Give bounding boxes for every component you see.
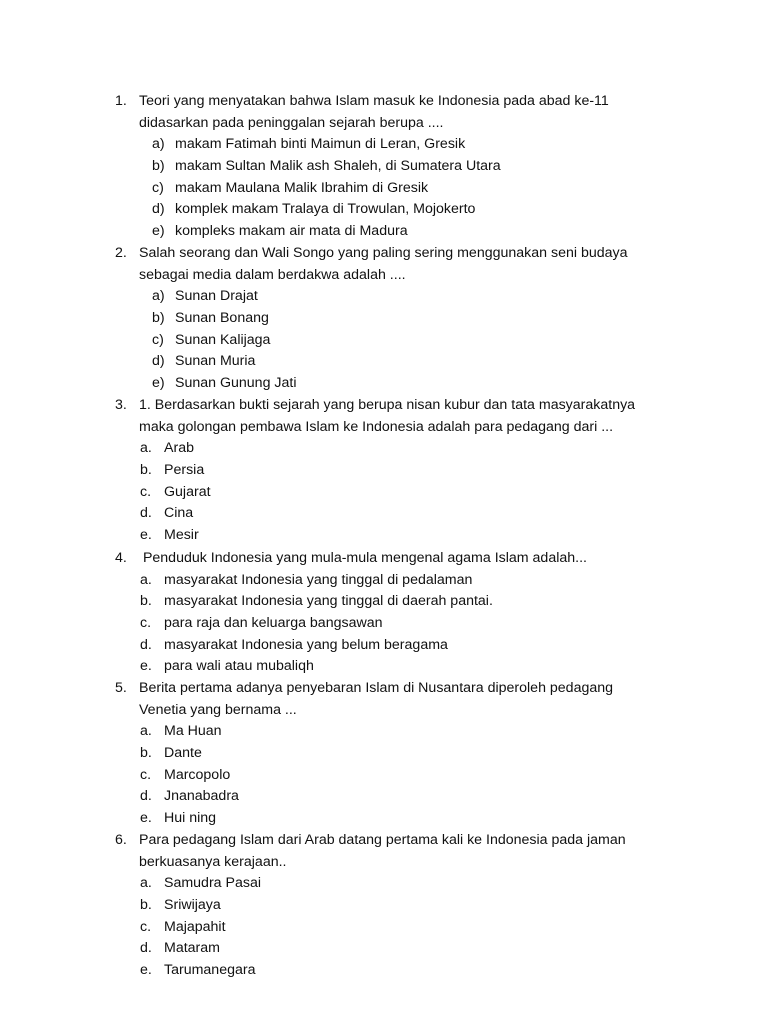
- option-text: Marcopolo: [164, 766, 231, 783]
- answer-option: [0, 960, 768, 982]
- question-line: [0, 700, 768, 722]
- option-label: e.: [140, 810, 152, 827]
- answer-option: [0, 786, 768, 808]
- question-line: [0, 548, 768, 570]
- question-text: Salah seorang dan Wali Songo yang paling sering menggunakan seni budaya: [139, 245, 628, 261]
- option-label: a): [152, 136, 165, 153]
- answer-option: [0, 656, 768, 678]
- answer-option: [0, 570, 768, 592]
- option-text: Sunan Kalijaga: [175, 331, 271, 348]
- question-number: 1.: [115, 93, 127, 109]
- option-label: a.: [140, 875, 152, 892]
- answer-option: [0, 178, 768, 200]
- answer-option: [0, 613, 768, 635]
- question-number: 6.: [115, 832, 127, 848]
- question-5: [0, 678, 768, 830]
- answer-option: [0, 134, 768, 156]
- answer-option: [0, 635, 768, 657]
- option-text: makam Fatimah binti Maimun di Leran, Gresik: [175, 136, 466, 153]
- answer-option: [0, 917, 768, 939]
- option-label: c.: [140, 918, 152, 935]
- answer-option: [0, 591, 768, 613]
- option-label: e): [152, 375, 165, 392]
- option-label: d): [152, 201, 165, 218]
- option-text: masyarakat Indonesia yang tinggal di pedalaman: [164, 571, 473, 588]
- option-text: kompleks makam air mata di Madura: [175, 223, 408, 240]
- option-label: c): [152, 179, 164, 196]
- answer-option: [0, 765, 768, 787]
- option-text: Arab: [164, 440, 194, 457]
- answer-option: [0, 873, 768, 895]
- answer-option: [0, 156, 768, 178]
- option-text: Mataram: [164, 940, 220, 957]
- answer-option: [0, 482, 768, 504]
- option-text: makam Sultan Malik ash Shaleh, di Sumatera Utara: [175, 158, 501, 175]
- option-label: c.: [140, 483, 152, 500]
- answer-option: [0, 286, 768, 308]
- question-text: 1. Berdasarkan bukti sejarah yang berupa nisan kubur dan tata masyarakatnya: [139, 397, 636, 413]
- option-label: a.: [140, 571, 152, 588]
- answer-option: [0, 221, 768, 243]
- question-text: Teori yang menyatakan bahwa Islam masuk ke Indonesia pada abad ke-11: [139, 93, 609, 109]
- question-line: [0, 678, 768, 700]
- option-text: Majapahit: [164, 918, 226, 935]
- option-label: d.: [140, 788, 152, 805]
- question-3: [0, 395, 768, 547]
- question-6: [0, 830, 768, 982]
- option-label: a.: [140, 440, 152, 457]
- option-text: Sriwijaya: [164, 897, 221, 914]
- option-label: e.: [140, 962, 152, 979]
- option-label: b.: [140, 897, 152, 914]
- question-text: Penduduk Indonesia yang mula-mula mengenal agama Islam adalah...: [139, 550, 587, 566]
- question-line: [0, 852, 768, 874]
- option-label: a): [152, 288, 165, 305]
- option-label: c.: [140, 766, 152, 783]
- answer-option: [0, 743, 768, 765]
- option-label: c): [152, 331, 164, 348]
- option-text: Tarumanegara: [164, 962, 256, 979]
- question-4: [0, 548, 768, 678]
- option-text: masyarakat Indonesia yang tinggal di daerah pantai.: [164, 593, 493, 610]
- answer-option: [0, 503, 768, 525]
- option-text: Cina: [164, 505, 194, 522]
- option-text: Gujarat: [164, 483, 211, 500]
- question-text: berkuasanya kerajaan..: [139, 853, 287, 870]
- answer-option: [0, 721, 768, 743]
- option-label: e.: [140, 527, 152, 544]
- answer-option: [0, 460, 768, 482]
- option-text: Persia: [164, 462, 205, 479]
- question-number: 2.: [115, 245, 127, 261]
- option-label: d.: [140, 940, 152, 957]
- question-number: 5.: [115, 680, 127, 696]
- option-text: para wali atau mubaliqh: [164, 658, 314, 675]
- option-text: Samudra Pasai: [164, 875, 261, 892]
- option-text: Sunan Gunung Jati: [175, 375, 297, 392]
- option-label: b.: [140, 745, 152, 762]
- answer-option: [0, 199, 768, 221]
- question-text: Berita pertama adanya penyebaran Islam di Nusantara diperoleh pedagang: [139, 680, 614, 696]
- question-number: 4.: [115, 550, 127, 566]
- option-label: c.: [140, 615, 152, 632]
- option-text: Jnanabadra: [164, 788, 239, 805]
- question-text: maka golongan pembawa Islam ke Indonesia adalah para pedagang dari ...: [139, 418, 614, 435]
- answer-option: [0, 438, 768, 460]
- question-text: Para pedagang Islam dari Arab datang pertama kali ke Indonesia pada jaman: [139, 832, 626, 848]
- option-label: d): [152, 353, 165, 370]
- option-label: b.: [140, 593, 152, 610]
- option-text: Hui ning: [164, 810, 217, 827]
- option-text: Ma Huan: [164, 723, 222, 740]
- option-label: d.: [140, 636, 152, 653]
- option-text: Sunan Bonang: [175, 310, 269, 327]
- answer-option: [0, 525, 768, 547]
- option-label: e): [152, 223, 165, 240]
- question-line: [0, 243, 768, 265]
- question-text: didasarkan pada peninggalan sejarah berupa ....: [139, 114, 444, 131]
- option-label: e.: [140, 658, 152, 675]
- question-text: Venetia yang bernama ...: [139, 701, 297, 718]
- answer-option: [0, 351, 768, 373]
- question-line: [0, 265, 768, 287]
- question-line: [0, 395, 768, 417]
- option-text: komplek makam Tralaya di Trowulan, Mojokerto: [175, 201, 476, 218]
- answer-option: [0, 330, 768, 352]
- question-line: [0, 417, 768, 439]
- question-2: [0, 243, 768, 395]
- question-number: 3.: [115, 397, 127, 413]
- answer-option: [0, 808, 768, 830]
- question-line: [0, 830, 768, 852]
- option-text: para raja dan keluarga bangsawan: [164, 615, 383, 632]
- answer-option: [0, 373, 768, 395]
- answer-option: [0, 938, 768, 960]
- option-label: b): [152, 158, 165, 175]
- option-text: Mesir: [164, 527, 199, 544]
- question-1: [0, 91, 768, 243]
- answer-option: [0, 308, 768, 330]
- option-text: Sunan Muria: [175, 353, 256, 370]
- option-label: b): [152, 310, 165, 327]
- option-text: Sunan Drajat: [175, 288, 258, 305]
- option-label: a.: [140, 723, 152, 740]
- option-text: masyarakat Indonesia yang belum beragama: [164, 636, 448, 653]
- question-text: sebagai media dalam berdakwa adalah ....: [139, 266, 406, 283]
- option-label: d.: [140, 505, 152, 522]
- question-line: [0, 113, 768, 135]
- answer-option: [0, 895, 768, 917]
- option-text: makam Maulana Malik Ibrahim di Gresik: [175, 179, 429, 196]
- option-label: b.: [140, 462, 152, 479]
- question-line: [0, 91, 768, 113]
- option-text: Dante: [164, 745, 202, 762]
